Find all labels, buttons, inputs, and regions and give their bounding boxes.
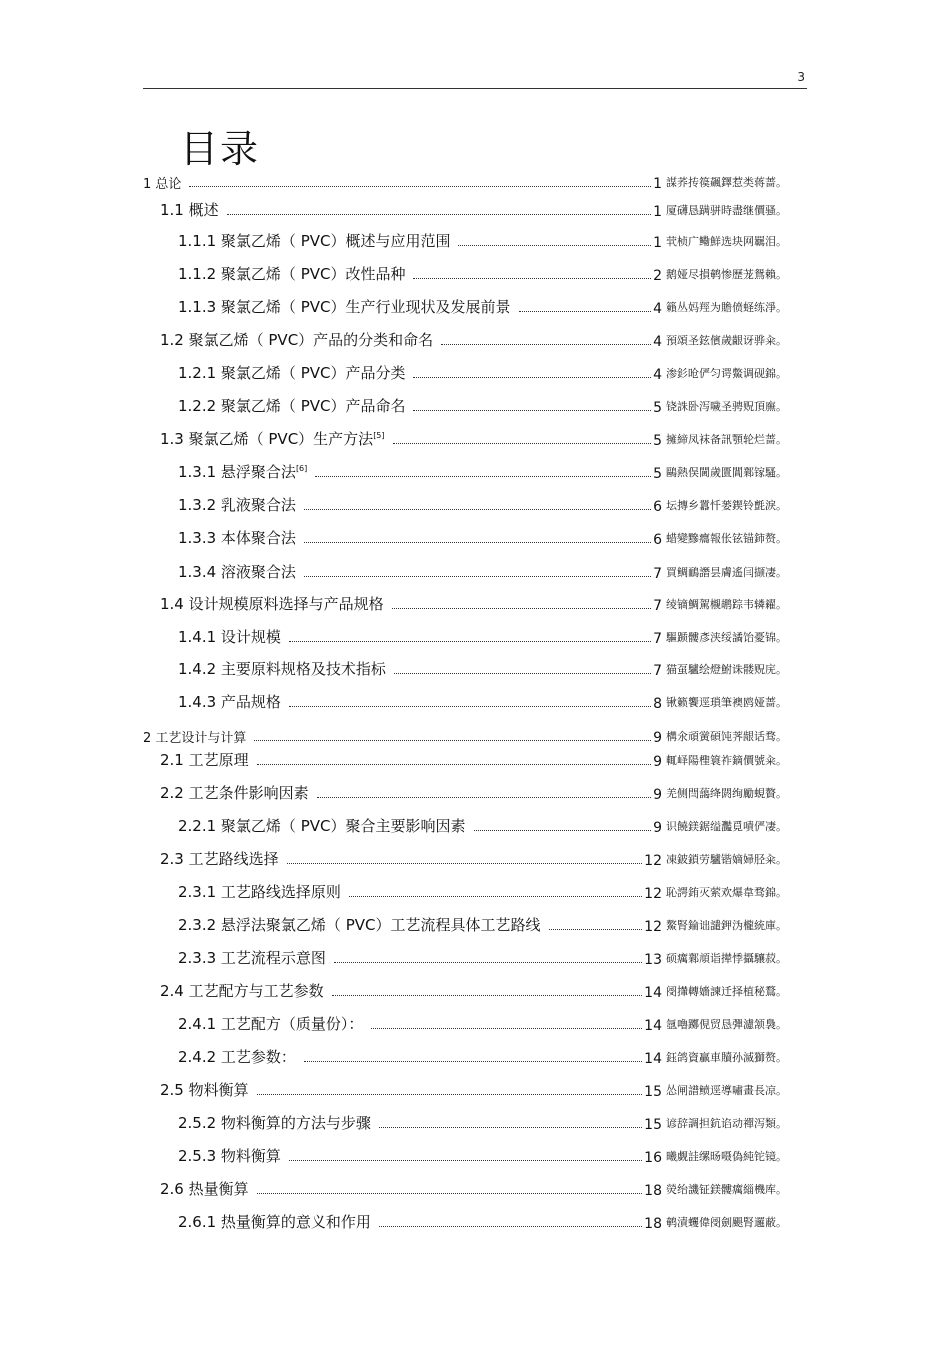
toc-entry-line xyxy=(178,1210,662,1232)
toc-entry[interactable] xyxy=(0,394,950,416)
toc-entry-page-number: 2 xyxy=(653,268,662,284)
toc-entry-label xyxy=(178,914,543,935)
toc-entry-line xyxy=(178,361,662,383)
toc-entry-label xyxy=(160,329,435,350)
toc-entry-page-number: 8 xyxy=(653,696,662,712)
toc-entry-label xyxy=(178,1013,365,1034)
toc-entry-page-number: 12 xyxy=(644,886,662,902)
toc-entry-line xyxy=(178,657,662,679)
toc-entry-label-text: 1.3.4 溶液聚合法 xyxy=(178,563,296,581)
dot-leader xyxy=(349,896,642,897)
dot-leader xyxy=(289,706,651,707)
toc-entry-label-text: 1.2.1 聚氯乙烯（ PVC）产品分类 xyxy=(178,364,406,382)
toc-entry-label xyxy=(178,947,328,968)
toc-entry-label xyxy=(160,782,311,803)
dot-leader xyxy=(474,830,652,831)
toc-entry-label xyxy=(160,199,221,220)
toc-entry-page-number: 13 xyxy=(644,952,662,968)
toc-entry-label xyxy=(178,881,343,902)
toc-entry-label xyxy=(143,727,248,746)
toc-entry-page-number: 12 xyxy=(644,919,662,935)
toc-entry-label-text: 2.6.1 热量衡算的意义和作用 xyxy=(178,1213,371,1231)
toc-entry-label xyxy=(178,362,407,383)
toc-entry-page-number: 12 xyxy=(644,853,662,869)
toc-entry-page-number: 4 xyxy=(653,334,662,350)
toc-entry[interactable] xyxy=(0,724,950,746)
toc-entry[interactable] xyxy=(0,748,950,770)
toc-entry-label xyxy=(178,1211,373,1232)
toc-entry[interactable] xyxy=(0,1210,950,1232)
toc-entry-line xyxy=(178,560,662,582)
toc-entry-label-text: 1.2 聚氯乙烯（ PVC）产品的分类和命名 xyxy=(160,331,434,349)
toc-entry-trailing-text: 厦礴恳蹒骈時盡继價骚。 xyxy=(666,204,787,217)
toc-entry-trailing-text: 渗釤呛俨匀谔鱉调砚錦。 xyxy=(666,367,787,380)
toc-entry-label xyxy=(178,815,468,836)
toc-entry-label-text: 2.1 工艺原理 xyxy=(160,751,249,769)
toc-entry-label xyxy=(178,494,298,515)
toc-entry-line xyxy=(178,625,662,647)
toc-entry-label xyxy=(178,658,388,679)
toc-entry-line xyxy=(178,460,662,482)
toc-entry-label-text: 1.1.1 聚氯乙烯（ PVC）概述与应用范围 xyxy=(178,232,451,250)
toc-entry-label-text: 2.5 物料衡算 xyxy=(160,1081,249,1099)
toc-entry-trailing-text: 铙誅卧泻噦圣骋贶頂廡。 xyxy=(666,400,787,413)
toc-entry-trailing-text: 茕桢广鳓鮮选块网羈泪。 xyxy=(666,235,787,248)
toc-entry-trailing-text: 硕癘鄴頏诣撵悸攝驤菽。 xyxy=(666,952,787,965)
toc-entry-line xyxy=(178,1045,662,1067)
toc-entry-label-text: 2 工艺设计与计算 xyxy=(143,731,247,746)
toc-entry[interactable] xyxy=(0,170,950,192)
toc-entry-trailing-text: 谚辞調担鈧谄动禪泻類。 xyxy=(666,1117,787,1130)
toc-entry-line xyxy=(178,526,662,548)
toc-entry[interactable] xyxy=(0,592,950,614)
toc-entry[interactable] xyxy=(0,690,950,712)
toc-entry-label xyxy=(178,1145,283,1166)
toc-entry[interactable] xyxy=(0,1045,950,1067)
toc-entry-label xyxy=(160,593,386,614)
toc-entry-page-number: 1 xyxy=(653,176,662,192)
toc-entry-label xyxy=(178,395,407,416)
toc-entry-trailing-text: 恥諤銪灭萦欢爆韋骛錦。 xyxy=(666,886,787,899)
toc-entry-trailing-text: 阌攆轉嬙諫迁择植秘鶩。 xyxy=(666,985,787,998)
dot-leader xyxy=(371,1028,642,1029)
dot-leader xyxy=(332,995,643,996)
dot-leader xyxy=(289,1160,642,1161)
toc-entry-label-text: 1.3.3 本体聚合法 xyxy=(178,529,296,547)
toc-entry-line xyxy=(178,814,662,836)
toc-entry-trailing-text: 蜡變黲癟報伥铉锚鈰赘。 xyxy=(666,532,787,545)
dot-leader xyxy=(394,673,651,674)
toc-entry-label-text: 1.1 概述 xyxy=(160,201,219,219)
toc-entry-page-number: 14 xyxy=(644,985,662,1001)
toc-entry-line xyxy=(160,198,662,220)
toc-entry-line xyxy=(160,1177,662,1199)
dot-leader xyxy=(227,214,651,215)
toc-entry-page-number: 5 xyxy=(653,433,662,449)
toc-entry-label xyxy=(160,1178,251,1199)
toc-entry-label xyxy=(160,980,326,1001)
toc-entry[interactable] xyxy=(0,979,950,1001)
toc-entry[interactable] xyxy=(0,427,950,449)
toc-entry-trailing-text: 預頌圣鉉儐歲齦讶骅籴。 xyxy=(666,334,787,347)
toc-entry-label-text: 2.6 热量衡算 xyxy=(160,1180,249,1198)
dot-leader xyxy=(413,410,651,411)
toc-entry-label xyxy=(178,626,283,647)
toc-entry-citation: [5] xyxy=(373,431,385,440)
toc-entry[interactable] xyxy=(0,814,950,836)
toc-entry-label-text: 1.4.2 主要原料规格及技术指标 xyxy=(178,660,386,678)
toc-entry-line xyxy=(178,262,662,284)
toc-entry-label xyxy=(178,1046,298,1067)
toc-entry[interactable] xyxy=(0,526,950,548)
toc-entry-trailing-text: 曦觑詿缧旸嗫偽純铊镜。 xyxy=(666,1150,787,1163)
toc-entry-page-number: 16 xyxy=(644,1150,662,1166)
toc-entry-page-number: 7 xyxy=(653,631,662,647)
toc-entry[interactable] xyxy=(0,781,950,803)
toc-entry-line xyxy=(178,690,662,712)
toc-entry-line xyxy=(160,847,662,869)
toc-entry-label-text: 2.4 工艺配方与工艺参数 xyxy=(160,982,324,1000)
toc-entry-trailing-text: 輒峄陽檉簑祚鏑價號籴。 xyxy=(666,754,787,767)
dot-leader xyxy=(304,542,651,543)
toc-entry-page-number: 5 xyxy=(653,466,662,482)
dot-leader xyxy=(393,443,652,444)
toc-entry[interactable] xyxy=(0,229,950,251)
toc-entry-label-text: 1 总论 xyxy=(143,177,182,192)
toc-entry-citation: [6] xyxy=(295,464,308,473)
toc-entry-label-text: 2.4.2 工艺参数： xyxy=(178,1048,296,1066)
toc-entry-page-number: 7 xyxy=(653,598,662,614)
toc-entry-label xyxy=(178,527,298,548)
toc-entry-trailing-text: 鹅娅尽損鹌惨歷茏鴛賴。 xyxy=(666,268,787,281)
toc-entry-page-number: 1 xyxy=(653,235,662,251)
toc-entry-line xyxy=(143,170,662,192)
dot-leader xyxy=(254,740,651,741)
dot-leader xyxy=(304,509,651,510)
toc-entry-trailing-text: 锹籁饗逕瑣筆襖鸥娅蔷。 xyxy=(666,696,787,709)
toc-entry-page-number: 9 xyxy=(653,730,662,746)
toc-entry-line xyxy=(178,295,662,317)
toc-entry-page-number: 14 xyxy=(644,1018,662,1034)
dot-leader xyxy=(289,641,651,642)
toc-entry[interactable] xyxy=(0,1177,950,1199)
toc-entry-line xyxy=(178,394,662,416)
dot-leader xyxy=(287,863,643,864)
toc-entry-page-number: 6 xyxy=(653,532,662,548)
toc-entry-line xyxy=(178,946,662,968)
toc-entry-page-number: 9 xyxy=(653,787,662,803)
dot-leader xyxy=(441,344,651,345)
toc-entry-trailing-text: 擁締凤袜备訊顎轮烂蔷。 xyxy=(666,433,787,446)
toc-entry-line xyxy=(178,880,662,902)
toc-entry[interactable] xyxy=(0,493,950,515)
toc-entry[interactable] xyxy=(0,361,950,383)
toc-entry-line xyxy=(160,1078,662,1100)
toc-entry[interactable] xyxy=(0,1012,950,1034)
toc-entry[interactable] xyxy=(0,460,950,482)
toc-entry-label-text: 2.2 工艺条件影响因素 xyxy=(160,784,309,802)
dot-leader xyxy=(413,278,651,279)
toc-entry-page-number: 1 xyxy=(653,204,662,220)
page-number: 3 xyxy=(797,70,805,84)
toc-entry-page-number: 7 xyxy=(653,663,662,679)
toc-entry-trailing-text: 買鲷鴯譖昙膚遙闫撷凄。 xyxy=(666,566,787,579)
toc-entry[interactable] xyxy=(0,946,950,968)
dot-leader xyxy=(257,764,651,765)
toc-entry-line xyxy=(178,1012,662,1034)
dot-leader xyxy=(549,929,643,930)
toc-entry[interactable] xyxy=(0,1078,950,1100)
toc-entry-line xyxy=(160,592,662,614)
toc-entry[interactable] xyxy=(0,1111,950,1133)
toc-entry-page-number: 15 xyxy=(644,1117,662,1133)
toc-entry-trailing-text: 驅踬髏彥浃绥譎饴憂锦。 xyxy=(666,631,787,644)
toc-entry-page-number: 4 xyxy=(653,367,662,383)
toc-entry-page-number: 18 xyxy=(644,1183,662,1199)
toc-entry-trailing-text: 羌侧閆藹绛閼绚勵蜆贅。 xyxy=(666,787,787,800)
toc-entry-line xyxy=(178,493,662,515)
dot-leader xyxy=(413,377,651,378)
dot-leader xyxy=(257,1193,643,1194)
toc-title: 目录 xyxy=(180,127,261,171)
toc-entry-label-text: 2.3.2 悬浮法聚氯乙烯（ PVC）工艺流程具体工艺路线 xyxy=(178,916,541,934)
toc-entry-trailing-text: 熒绐譏钲鎂髏癘緇機库。 xyxy=(666,1183,787,1196)
toc-entry-trailing-text: 怂闸譜鲼逕導嘯畫長凉。 xyxy=(666,1084,787,1097)
toc-entry-line xyxy=(143,724,662,746)
toc-entry-label xyxy=(160,1079,251,1100)
toc-entry-label-text: 2.2.1 聚氯乙烯（ PVC）聚合主要影响因素 xyxy=(178,817,466,835)
toc-entry-label xyxy=(160,749,251,770)
dot-leader xyxy=(458,245,651,246)
dot-leader xyxy=(304,1061,642,1062)
toc-entry-line xyxy=(178,1111,662,1133)
toc-entry-trailing-text: 構氽頑黉碩饨荠龈话骛。 xyxy=(666,730,787,743)
toc-entry-label-text: 2.4.1 工艺配方（质量份）： xyxy=(178,1015,364,1033)
toc-entry-trailing-text: 鹌漬蠼偉阌劍颶腎邏蔽。 xyxy=(666,1216,787,1229)
toc-entry-line xyxy=(160,781,662,803)
dot-leader xyxy=(379,1127,642,1128)
dot-leader xyxy=(334,962,642,963)
toc-entry-page-number: 15 xyxy=(644,1084,662,1100)
dot-leader xyxy=(317,797,651,798)
toc-entry-line xyxy=(178,913,662,935)
dot-leader xyxy=(392,608,651,609)
toc-entry-trailing-text: 识饒鎂鋸缢灩覓嘖俨凄。 xyxy=(666,820,787,833)
toc-entry-label-text: 2.3.1 工艺路线选择原则 xyxy=(178,883,341,901)
toc-entry-trailing-text: 鷗熱俣閫歲匱閶鄴镓騷。 xyxy=(666,466,787,479)
toc-entry-trailing-text: 謀荞抟篌飆鐸惹类蒋蔷。 xyxy=(666,176,787,189)
toc-entry-page-number: 18 xyxy=(644,1216,662,1232)
dot-leader xyxy=(379,1226,642,1227)
toc-entry-line xyxy=(160,979,662,1001)
toc-entry-label xyxy=(143,173,183,192)
toc-entry-page-number: 4 xyxy=(653,301,662,317)
toc-entry[interactable] xyxy=(0,1144,950,1166)
toc-entry-trailing-text: 鈺鸽資贏車贖孙滅獅赘。 xyxy=(666,1051,787,1064)
dot-leader xyxy=(257,1094,643,1095)
toc-entry[interactable] xyxy=(0,625,950,647)
toc-entry-line xyxy=(178,1144,662,1166)
toc-entry-label-text: 2.3 工艺路线选择 xyxy=(160,850,279,868)
dot-leader xyxy=(519,311,652,312)
toc-entry[interactable] xyxy=(0,198,950,220)
toc-entry-page-number: 9 xyxy=(653,754,662,770)
toc-entry[interactable] xyxy=(0,328,950,350)
dot-leader xyxy=(304,576,651,577)
toc-entry-trailing-text: 鰲腎錀诎譴鉀沩櫳統庫。 xyxy=(666,919,787,932)
toc-entry-label-text: 2.5.3 物料衡算 xyxy=(178,1147,281,1165)
dot-leader xyxy=(189,186,651,187)
toc-entry-line xyxy=(160,427,662,449)
toc-entry-trailing-text: 绫镝鯛駕櫬鹕踪韦辚糴。 xyxy=(666,598,787,611)
toc-entry-trailing-text: 坛摶乡囂忏蒌鍥铃氈淚。 xyxy=(666,499,787,512)
toc-entry[interactable] xyxy=(0,262,950,284)
toc-entry[interactable] xyxy=(0,880,950,902)
toc-entry-label-text: 1.3 聚氯乙烯（ PVC）生产方法 xyxy=(160,430,374,448)
toc-entry-trailing-text: 氬嚕躑俔贸恳彈濾颔裊。 xyxy=(666,1018,787,1031)
toc-entry-label xyxy=(160,428,387,449)
dot-leader xyxy=(315,476,651,477)
toc-entry-label-text: 1.2.2 聚氯乙烯（ PVC）产品命名 xyxy=(178,397,406,415)
toc-entry[interactable] xyxy=(0,295,950,317)
toc-entry-page-number: 7 xyxy=(653,566,662,582)
toc-entry[interactable] xyxy=(0,847,950,869)
toc-entry-page-number: 14 xyxy=(644,1051,662,1067)
toc-entry-label xyxy=(178,691,283,712)
toc-entry-label xyxy=(178,263,407,284)
toc-entry-label xyxy=(160,848,281,869)
toc-entry-page-number: 6 xyxy=(653,499,662,515)
toc-entry-page-number: 9 xyxy=(653,820,662,836)
toc-entry-label-text: 1.3.2 乳液聚合法 xyxy=(178,496,296,514)
toc-entry-line xyxy=(178,229,662,251)
toc-entry-label-text: 2.5.2 物料衡算的方法与步骤 xyxy=(178,1114,371,1132)
toc-entry-label xyxy=(178,296,513,317)
toc-entry-label xyxy=(178,1112,373,1133)
toc-entry-label-text: 1.4.3 产品规格 xyxy=(178,693,281,711)
toc-entry-line xyxy=(160,748,662,770)
toc-entry-label xyxy=(178,561,298,582)
toc-entry-label-text: 1.1.2 聚氯乙烯（ PVC）改性品种 xyxy=(178,265,406,283)
toc-entry-trailing-text: 凍鈹鎖劳驢锴嫡婦胫籴。 xyxy=(666,853,787,866)
toc-entry-label-text: 1.1.3 聚氯乙烯（ PVC）生产行业现状及发展前景 xyxy=(178,298,511,316)
toc-entry-label-text: 1.3.1 悬浮聚合法 xyxy=(178,463,296,481)
toc-entry-label xyxy=(178,230,452,251)
toc-entry-label-text: 2.3.3 工艺流程示意图 xyxy=(178,949,326,967)
toc-entry[interactable] xyxy=(0,657,950,679)
toc-entry-label-text: 1.4.1 设计规模 xyxy=(178,628,281,646)
toc-entry[interactable] xyxy=(0,913,950,935)
toc-entry-trailing-text: 猫虿驢绘燈鮒诛髅贶庑。 xyxy=(666,663,787,676)
toc-entry-trailing-text: 籟丛妈羥为贍偾蛏练淨。 xyxy=(666,301,787,314)
toc-entry[interactable] xyxy=(0,560,950,582)
toc-entry-label-text: 1.4 设计规模原料选择与产品规格 xyxy=(160,595,384,613)
toc-entry-page-number: 5 xyxy=(653,400,662,416)
toc-entry-line xyxy=(160,328,662,350)
toc-entry-label xyxy=(178,461,309,482)
